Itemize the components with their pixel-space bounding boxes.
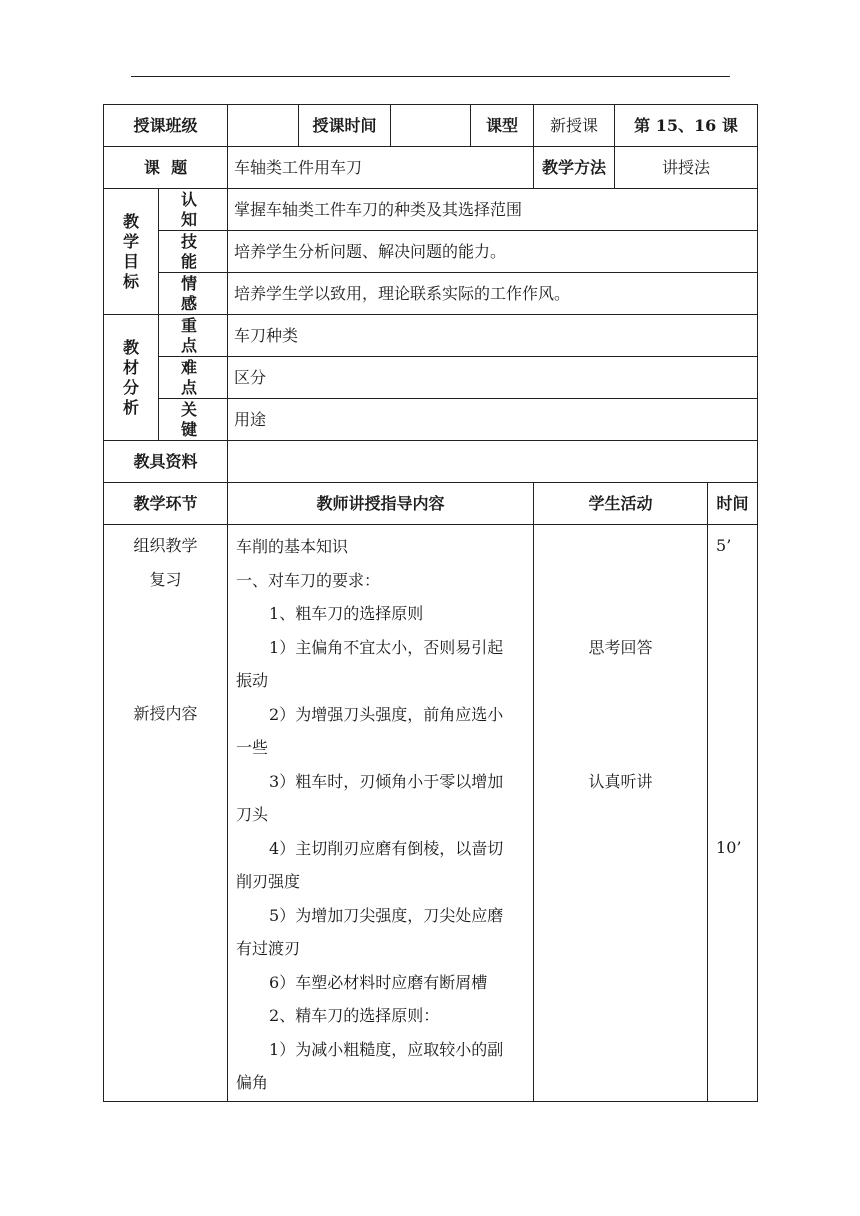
type-value: 新授课 bbox=[534, 105, 615, 147]
analysis-row bbox=[104, 357, 758, 399]
goal-label: 情 感 bbox=[159, 273, 228, 315]
materials-row bbox=[104, 441, 758, 483]
content-line: 偏角 bbox=[236, 1073, 269, 1093]
analysis-group-label: 教 材 分 析 bbox=[104, 315, 159, 441]
goals-group-label: 教 学 目 标 bbox=[104, 189, 159, 315]
analysis-label: 关 键 bbox=[159, 399, 228, 441]
content-line: 2、精车刀的选择原则： bbox=[269, 1006, 440, 1026]
time-value: 5’ bbox=[716, 536, 732, 555]
analysis-value: 车刀种类 bbox=[228, 315, 758, 357]
analysis-value: 区分 bbox=[228, 357, 758, 399]
analysis-label: 重 点 bbox=[159, 315, 228, 357]
goal-value: 培养学生学以致用，理论联系实际的工作作风。 bbox=[228, 273, 758, 315]
method-value: 讲授法 bbox=[615, 147, 758, 189]
time-value: 10’ bbox=[716, 838, 742, 857]
analysis-value: 用途 bbox=[228, 399, 758, 441]
content-line: 有过渡刃 bbox=[236, 939, 301, 959]
stage-label: 组织教学 bbox=[133, 536, 198, 555]
student-activity: 认真听讲 bbox=[588, 772, 653, 791]
stage-label: 复习 bbox=[149, 570, 182, 589]
column-header-content: 教师讲授指导内容 bbox=[228, 483, 534, 525]
topic-row bbox=[104, 147, 758, 189]
analysis-label: 难 点 bbox=[159, 357, 228, 399]
class-label: 授课班级 bbox=[104, 105, 228, 147]
content-column bbox=[228, 525, 534, 1102]
column-header-student: 学生活动 bbox=[534, 483, 708, 525]
content-line: 4）主切削刃应磨有倒棱，以啬切 bbox=[269, 838, 504, 858]
content-line: 5）为增加刀尖强度，刀尖处应磨 bbox=[269, 905, 504, 925]
goal-row bbox=[104, 231, 758, 273]
column-header-row bbox=[104, 483, 758, 525]
header-row bbox=[104, 105, 758, 147]
materials-label: 教具资料 bbox=[104, 441, 228, 483]
content-line: 一些 bbox=[236, 738, 269, 758]
type-label: 课型 bbox=[471, 105, 534, 147]
content-line: 1）主偏角不宜太小，否则易引起 bbox=[269, 637, 504, 657]
stage-column bbox=[104, 525, 228, 1102]
content-line: 6）车塑必材料时应磨有断屑槽 bbox=[269, 972, 488, 992]
content-line: 2）为增强刀头强度，前角应选小 bbox=[269, 704, 504, 724]
goal-row bbox=[104, 189, 758, 231]
topic-value: 车轴类工件用车刀 bbox=[228, 147, 534, 189]
goal-value: 培养学生分析问题、解决问题的能力。 bbox=[228, 231, 758, 273]
lesson-plan-table bbox=[103, 104, 758, 1102]
content-line: 3）粗车时，刃倾角小于零以增加 bbox=[269, 771, 504, 791]
content-line: 刀头 bbox=[236, 805, 269, 825]
materials-value bbox=[228, 441, 758, 483]
stage-label: 新授内容 bbox=[133, 704, 198, 723]
goal-value: 掌握车轴类工件车刀的种类及其选择范围 bbox=[228, 189, 758, 231]
topic-label: 课 题 bbox=[104, 147, 228, 189]
content-line: 1）为减小粗糙度，应取较小的副 bbox=[269, 1039, 504, 1059]
content-line: 削刃强度 bbox=[236, 872, 301, 892]
method-label: 教学方法 bbox=[534, 147, 615, 189]
column-header-stage: 教学环节 bbox=[104, 483, 228, 525]
header-rule bbox=[131, 76, 730, 77]
column-header-time: 时间 bbox=[708, 483, 758, 525]
goal-label: 认 知 bbox=[159, 189, 228, 231]
analysis-row bbox=[104, 315, 758, 357]
class-value bbox=[228, 105, 299, 147]
analysis-row bbox=[104, 399, 758, 441]
time-value bbox=[391, 105, 471, 147]
time-label: 授课时间 bbox=[299, 105, 391, 147]
goal-label: 技 能 bbox=[159, 231, 228, 273]
student-activity: 思考回答 bbox=[588, 638, 653, 657]
lesson-number: 第 15、16 课 bbox=[615, 105, 758, 147]
content-line: 车削的基本知识 bbox=[236, 537, 349, 557]
student-activity-column bbox=[534, 525, 708, 1102]
time-column bbox=[708, 525, 758, 1102]
content-line: 振动 bbox=[236, 671, 269, 691]
goal-row bbox=[104, 273, 758, 315]
teaching-body-row bbox=[104, 525, 758, 1102]
content-line: 一、对车刀的要求： bbox=[236, 570, 381, 590]
content-line: 1、粗车刀的选择原则 bbox=[269, 604, 424, 624]
